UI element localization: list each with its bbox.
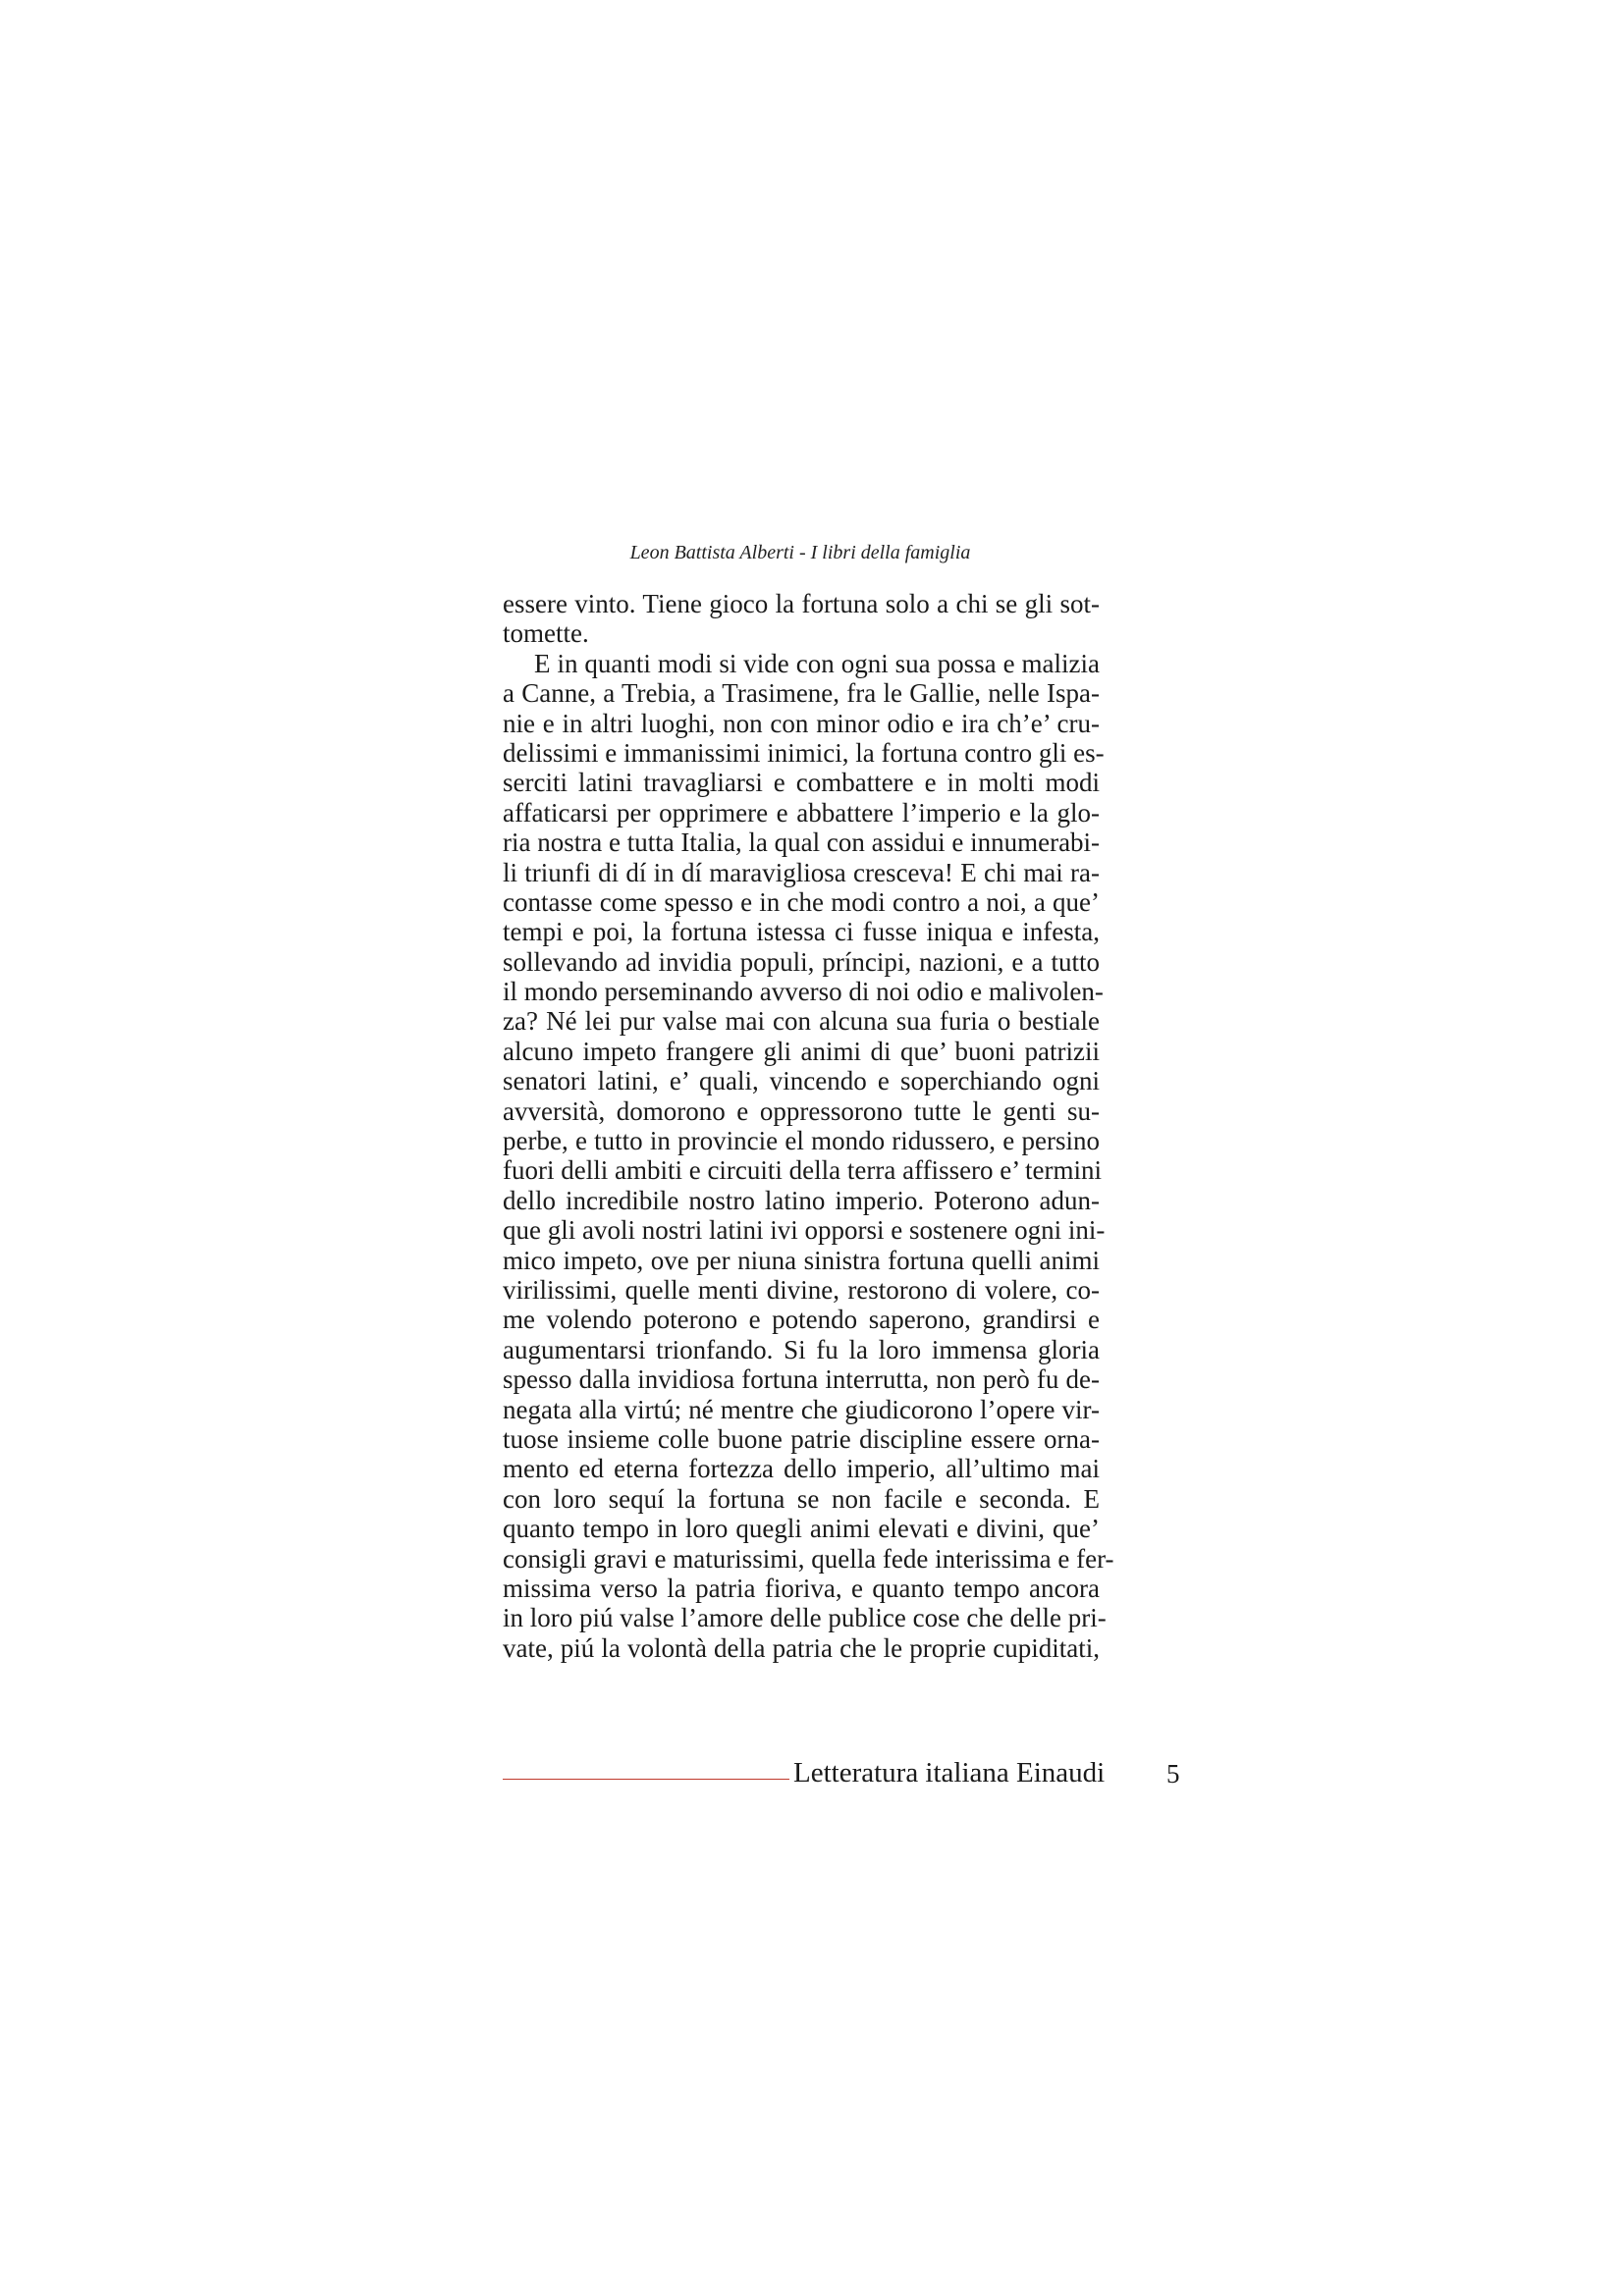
footer-rule bbox=[503, 1779, 789, 1780]
text-line: il mondo perseminando avverso di noi odio e malivolen- bbox=[503, 977, 1104, 1007]
text-line: fuori delli ambiti e circuiti della terra affissero e’ termini bbox=[503, 1155, 1103, 1186]
text-line: con loro sequí la fortuna se non facile e seconda. E bbox=[503, 1483, 1100, 1514]
text-line: delissimi e immanissimi inimici, la fortuna contro gli es- bbox=[503, 737, 1105, 768]
text-line: avversità, domorono e oppressorono tutte le genti su- bbox=[503, 1095, 1100, 1126]
text-line: alcuno impeto frangere gli animi di que’ buoni patrizii bbox=[503, 1036, 1100, 1066]
text-line: sollevando ad invidia populi, príncipi, nazioni, e a tutto bbox=[503, 946, 1100, 977]
text-line: in loro piú valse l’amore delle publice cose che delle pri- bbox=[503, 1603, 1107, 1633]
text-line: affaticarsi per opprimere e abbattere l’imperio e la glo- bbox=[503, 797, 1100, 828]
text-line: dello incredibile nostro latino imperio. Poterono adun- bbox=[503, 1185, 1100, 1215]
text-line: quanto tempo in loro quegli animi elevati e divini, que’ bbox=[503, 1514, 1100, 1544]
text-line: spesso dalla invidiosa fortuna interrutta, non però fu de- bbox=[503, 1364, 1100, 1395]
text-line: nie e in altri luoghi, non con minor odio e ira ch’e’ cru- bbox=[503, 708, 1100, 738]
text-line: za? Né lei pur valse mai con alcuna sua furia o bestiale bbox=[503, 1006, 1100, 1037]
text-line: li triunfi di dí in dí maravigliosa cresceva! E chi mai ra- bbox=[503, 857, 1100, 887]
text-line: tempi e poi, la fortuna istessa ci fusse iniqua e infesta, bbox=[503, 917, 1100, 947]
text-line: essere vinto. Tiene gioco la fortuna solo a chi se gli sot- bbox=[503, 589, 1100, 618]
text-line: E in quanti modi si vide con ogni sua possa e malizia bbox=[534, 648, 1100, 678]
text-line: serciti latini travagliarsi e combattere e in molti modi bbox=[503, 768, 1100, 798]
running-header: Leon Battista Alberti - I libri della famiglia bbox=[629, 542, 971, 563]
text-line: tuose insieme colle buone patrie discipline essere orna- bbox=[503, 1423, 1100, 1454]
text-line: tomette. bbox=[503, 618, 589, 649]
text-line: perbe, e tutto in provincie el mondo ridussero, e persino bbox=[503, 1126, 1100, 1156]
text-line: augumentarsi trionfando. Si fu la loro immensa gloria bbox=[503, 1334, 1100, 1364]
text-line: que gli avoli nostri latini ivi opporsi e sostenere ogni ini- bbox=[503, 1215, 1106, 1246]
text-line: a Canne, a Trebia, a Trasimene, fra le Gallie, nelle Ispa- bbox=[503, 678, 1100, 709]
page-footer bbox=[503, 1757, 1180, 1796]
text-line: mico impeto, ove per niuna sinistra fortuna quelli animi bbox=[503, 1245, 1100, 1275]
text-line: virilissimi, quelle menti divine, restorono di volere, co- bbox=[503, 1274, 1100, 1305]
text-line: vate, piú la volontà della patria che le proprie cupiditati, bbox=[503, 1632, 1100, 1663]
text-line: consigli gravi e maturissimi, quella fede interissima e fer- bbox=[503, 1543, 1114, 1574]
text-line: missima verso la patria fioriva, e quanto tempo ancora bbox=[503, 1573, 1100, 1603]
body-text bbox=[503, 589, 1114, 1663]
text-line: senatori latini, e’ quali, vincendo e soperchiando ogni bbox=[503, 1066, 1100, 1096]
text-line: ria nostra e tutta Italia, la qual con assidui e innumerabi- bbox=[503, 828, 1101, 858]
text-line: me volendo poterono e potendo saperono, grandirsi e bbox=[503, 1305, 1100, 1335]
text-line: negata alla virtú; né mentre che giudicorono l’opere vir- bbox=[503, 1394, 1100, 1424]
text-line: mento ed eterna fortezza dello imperio, all’ultimo mai bbox=[503, 1454, 1100, 1484]
page-number: 5 bbox=[1166, 1759, 1180, 1789]
publisher-title: Letteratura italiana Einaudi bbox=[793, 1757, 1106, 1789]
text-line: contasse come spesso e in che modi contro a noi, a que’ bbox=[503, 886, 1100, 917]
